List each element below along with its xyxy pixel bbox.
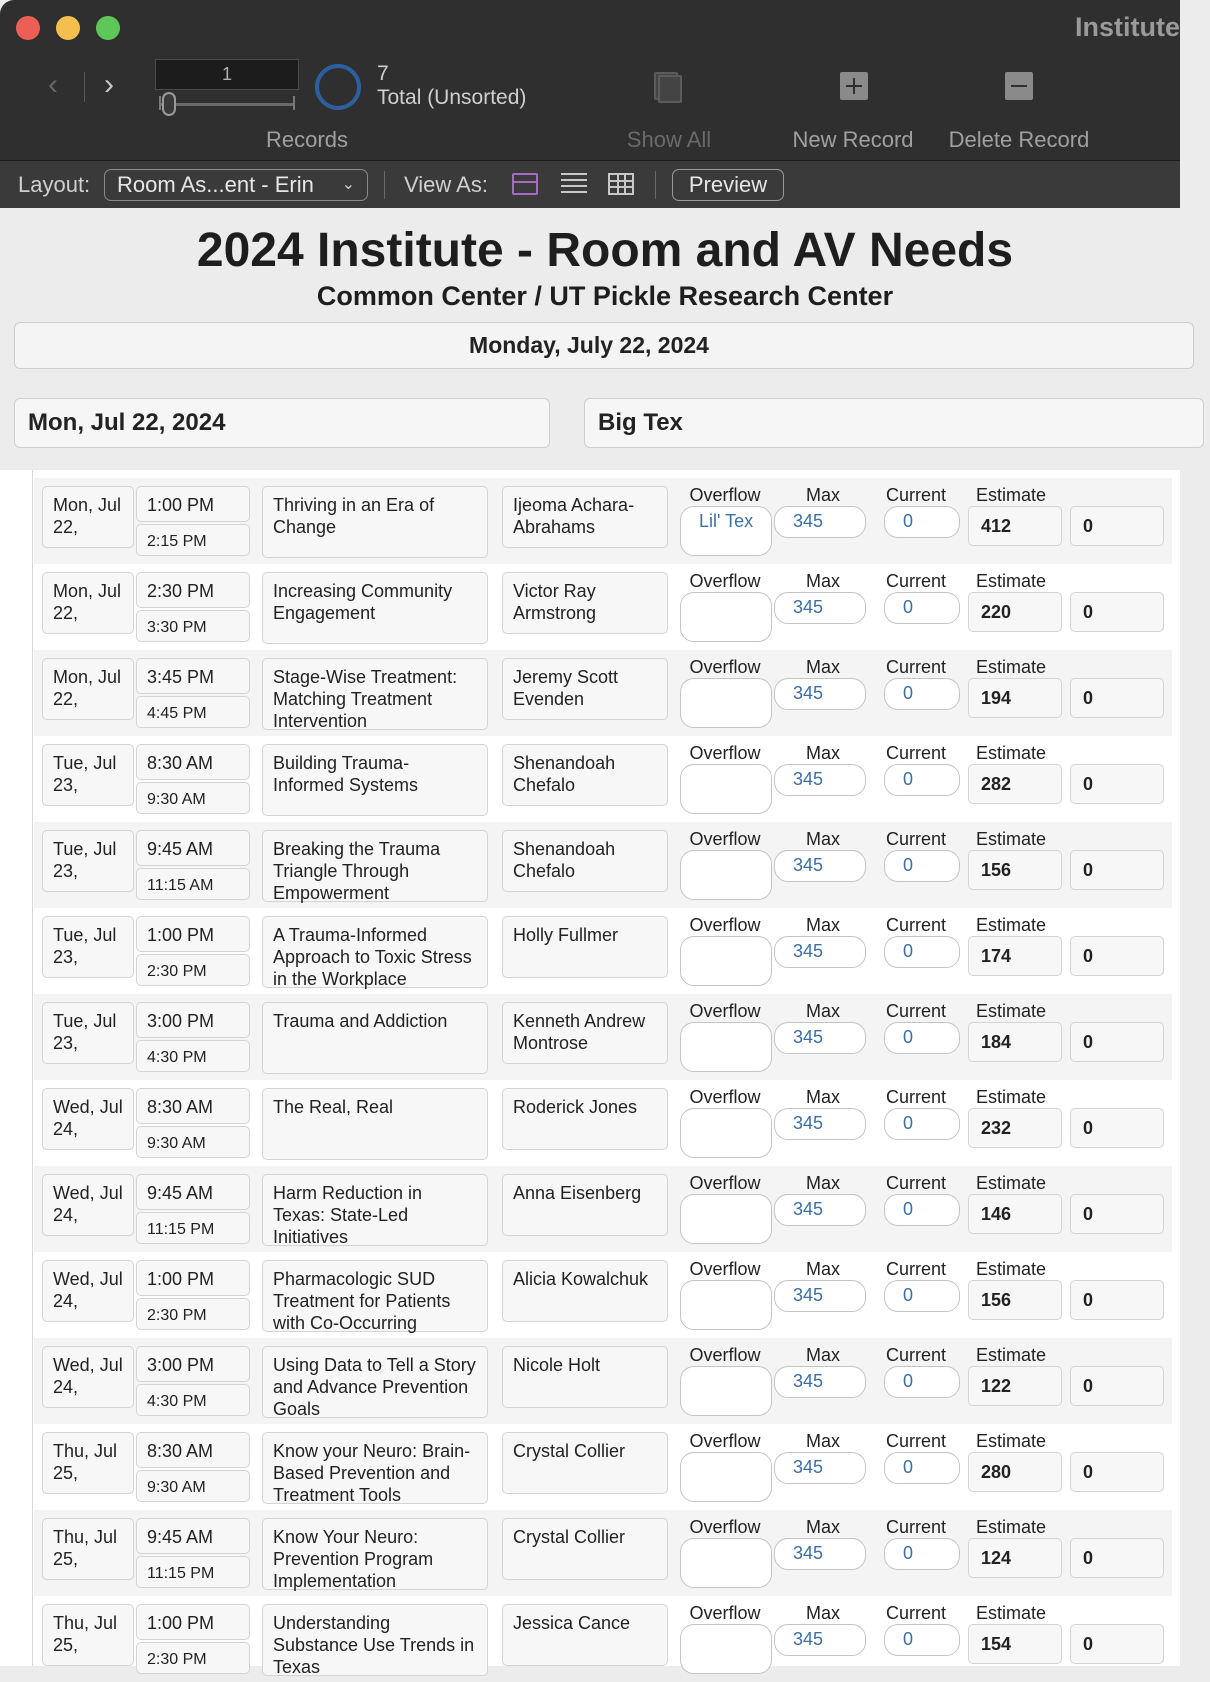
session-date-field[interactable]: Mon, Jul 22, — [42, 486, 134, 548]
estimate-field[interactable]: 124 — [968, 1538, 1062, 1578]
table-row[interactable] — [34, 564, 1172, 650]
session-date-field[interactable]: Wed, Jul 24, — [42, 1260, 134, 1322]
current-label: Current — [885, 1087, 947, 1107]
current-label: Current — [885, 1259, 947, 1279]
overflow-label: Overflow — [689, 1259, 761, 1279]
max-capacity-field[interactable]: 345 — [774, 678, 866, 710]
current-label: Current — [885, 915, 947, 935]
estimate-field[interactable]: 184 — [968, 1022, 1062, 1062]
additional-count-field[interactable]: 0 — [1070, 506, 1164, 546]
current-count-field[interactable]: 0 — [884, 1280, 960, 1312]
toolbar-divider — [384, 171, 385, 199]
session-date-field[interactable]: Wed, Jul 24, — [42, 1346, 134, 1408]
additional-count-field[interactable]: 0 — [1070, 1366, 1164, 1406]
overflow-label: Overflow — [689, 915, 761, 935]
current-count-field[interactable]: 0 — [884, 1022, 960, 1054]
total-status: Total (Unsorted) — [377, 86, 527, 110]
start-time-field[interactable]: 1:00 PM — [136, 486, 250, 522]
current-label: Current — [885, 1001, 947, 1021]
overflow-room-field[interactable] — [680, 592, 772, 642]
additional-count-field[interactable]: 0 — [1070, 1194, 1164, 1234]
max-label: Max — [805, 1087, 840, 1107]
overflow-room-field[interactable] — [680, 1280, 772, 1330]
speaker-field[interactable]: Ijeoma Achara-Abrahams — [502, 486, 668, 548]
next-record-icon[interactable]: › — [104, 68, 114, 101]
additional-count-field[interactable]: 0 — [1070, 1108, 1164, 1148]
current-count-field[interactable]: 0 — [884, 850, 960, 882]
estimate-label: Estimate — [975, 485, 1047, 505]
estimate-label: Estimate — [975, 1345, 1047, 1365]
overflow-label: Overflow — [689, 657, 761, 677]
start-time-field[interactable]: 8:30 AM — [136, 1432, 250, 1468]
minimize-window-button[interactable] — [56, 16, 80, 40]
start-time-field[interactable]: 1:00 PM — [136, 1260, 250, 1296]
session-title-field[interactable]: Using Data to Tell a Story and Advance Prevention Goals — [262, 1346, 488, 1418]
table-row[interactable] — [34, 736, 1172, 822]
session-title-field[interactable]: Pharmacologic SUD Treatment for Patients with Co-Occurring — [262, 1260, 488, 1332]
overflow-label: Overflow — [689, 1603, 761, 1623]
estimate-field[interactable]: 146 — [968, 1194, 1062, 1234]
estimate-field[interactable]: 232 — [968, 1108, 1062, 1148]
report-title: 2024 Institute - Room and AV Needs — [196, 224, 1014, 277]
current-label: Current — [885, 1345, 947, 1365]
nav-divider — [84, 72, 85, 102]
chevron-down-icon: ⌄ — [341, 176, 355, 193]
estimate-label: Estimate — [975, 1603, 1047, 1623]
record-slider-handle[interactable] — [162, 92, 176, 116]
room-header-field[interactable]: Big Tex — [584, 398, 1204, 448]
end-time-field[interactable]: 2:30 PM — [136, 1642, 250, 1674]
window-toolbar — [0, 0, 1180, 160]
estimate-field[interactable]: 156 — [968, 850, 1062, 890]
max-label: Max — [805, 1517, 840, 1537]
speaker-field[interactable]: Victor Ray Armstrong — [502, 572, 668, 634]
record-number-field[interactable]: 1 — [155, 59, 299, 90]
overflow-room-field[interactable] — [680, 1022, 772, 1072]
current-count-field[interactable]: 0 — [884, 1108, 960, 1140]
estimate-field[interactable]: 156 — [968, 1280, 1062, 1320]
day-banner: Monday, July 22, 2024 — [14, 322, 1194, 369]
max-capacity-field[interactable]: 345 — [774, 1022, 866, 1054]
end-time-field[interactable]: 4:30 PM — [136, 1040, 250, 1072]
layout-select-value: Room As...ent - Erin — [117, 172, 314, 197]
start-time-field[interactable]: 3:00 PM — [136, 1002, 250, 1038]
start-time-field[interactable]: 1:00 PM — [136, 1604, 250, 1640]
overflow-room-field[interactable] — [680, 936, 772, 986]
report-content — [0, 208, 1180, 1677]
table-row[interactable] — [34, 1596, 1172, 1682]
speaker-field[interactable]: Shenandoah Chefalo — [502, 830, 668, 892]
end-time-field[interactable]: 2:15 PM — [136, 524, 250, 556]
session-list — [0, 470, 1180, 1677]
end-time-field[interactable]: 11:15 PM — [136, 1212, 250, 1244]
estimate-field[interactable]: 220 — [968, 592, 1062, 632]
session-date-field[interactable]: Tue, Jul 23, — [42, 830, 134, 892]
current-label: Current — [885, 571, 947, 591]
max-label: Max — [805, 1431, 840, 1451]
start-time-field[interactable]: 8:30 AM — [136, 744, 250, 780]
session-date-field[interactable]: Mon, Jul 22, — [42, 572, 134, 634]
speaker-field[interactable]: Crystal Collier — [502, 1432, 668, 1494]
estimate-field[interactable]: 282 — [968, 764, 1062, 804]
max-capacity-field[interactable]: 345 — [774, 936, 866, 968]
session-title-field[interactable]: Know Your Neuro: Prevention Program Implementation — [262, 1518, 488, 1590]
estimate-label: Estimate — [975, 1517, 1047, 1537]
layout-select[interactable] — [104, 169, 368, 201]
additional-count-field[interactable]: 0 — [1070, 1280, 1164, 1320]
overflow-label: Overflow — [689, 1431, 761, 1451]
max-capacity-field[interactable]: 345 — [774, 1538, 866, 1570]
session-title-field[interactable]: Building Trauma-Informed Systems — [262, 744, 488, 816]
estimate-label: Estimate — [975, 1431, 1047, 1451]
slider-tick — [159, 96, 161, 110]
overflow-label: Overflow — [689, 743, 761, 763]
slider-tick — [293, 96, 295, 110]
estimate-field[interactable]: 194 — [968, 678, 1062, 718]
estimate-label: Estimate — [975, 1173, 1047, 1193]
start-time-field[interactable]: 9:45 AM — [136, 1518, 250, 1554]
found-set-pie-icon — [315, 64, 361, 110]
max-label: Max — [805, 1173, 840, 1193]
overflow-room-field[interactable] — [680, 1538, 772, 1588]
max-capacity-field[interactable]: 345 — [774, 1280, 866, 1312]
current-label: Current — [885, 657, 947, 677]
start-time-field[interactable]: 3:45 PM — [136, 658, 250, 694]
session-date-field[interactable]: Wed, Jul 24, — [42, 1088, 134, 1150]
max-label: Max — [805, 1603, 840, 1623]
speaker-field[interactable]: Anna Eisenberg — [502, 1174, 668, 1236]
max-capacity-field[interactable]: 345 — [774, 764, 866, 796]
layout-bar — [0, 160, 1180, 208]
current-count-field[interactable]: 0 — [884, 1366, 960, 1398]
current-label: Current — [885, 1603, 947, 1623]
max-label: Max — [805, 915, 840, 935]
current-label: Current — [885, 829, 947, 849]
list-view-icon[interactable] — [561, 173, 587, 195]
session-title-field[interactable]: Understanding Substance Use Trends in Texas — [262, 1604, 488, 1676]
estimate-label: Estimate — [975, 915, 1047, 935]
table-row[interactable] — [34, 1252, 1172, 1338]
session-title-field[interactable]: Harm Reduction in Texas: State-Led Initiatives — [262, 1174, 488, 1246]
max-label: Max — [805, 743, 840, 763]
view-as-label: View As: — [404, 172, 488, 197]
session-title-field[interactable]: Know your Neuro: Brain-Based Prevention and Treatment Tools — [262, 1432, 488, 1504]
max-label: Max — [805, 1345, 840, 1365]
end-time-field[interactable]: 2:30 PM — [136, 954, 250, 986]
end-time-field[interactable]: 3:30 PM — [136, 610, 250, 642]
window-title: Institute — [1075, 12, 1180, 42]
additional-count-field[interactable]: 0 — [1070, 850, 1164, 890]
end-time-field[interactable]: 4:30 PM — [136, 1384, 250, 1416]
start-time-field[interactable]: 9:45 AM — [136, 1174, 250, 1210]
session-title-field[interactable]: Stage-Wise Treatment: Matching Treatment Intervention — [262, 658, 488, 730]
max-capacity-field[interactable]: 345 — [774, 506, 866, 538]
show-all-icon[interactable] — [654, 72, 682, 100]
overflow-room-field[interactable] — [680, 1624, 772, 1674]
table-row[interactable] — [34, 908, 1172, 994]
overflow-label: Overflow — [689, 571, 761, 591]
session-title-field[interactable]: Increasing Community Engagement — [262, 572, 488, 644]
max-capacity-field[interactable]: 345 — [774, 1194, 866, 1226]
toolbar-divider — [655, 171, 656, 199]
session-title-field[interactable]: Breaking the Trauma Triangle Through Empowerment — [262, 830, 488, 902]
preview-button[interactable]: Preview — [672, 169, 784, 201]
new-record-icon[interactable] — [840, 72, 868, 100]
estimate-label: Estimate — [975, 743, 1047, 763]
table-view-icon[interactable] — [608, 173, 634, 195]
session-title-field[interactable]: Trauma and Addiction — [262, 1002, 488, 1074]
overflow-room-field[interactable] — [680, 764, 772, 814]
end-time-field[interactable]: 11:15 PM — [136, 1556, 250, 1588]
new-record-button[interactable]: New Record — [792, 127, 914, 152]
overflow-room-field[interactable] — [680, 1194, 772, 1244]
overflow-room-field[interactable] — [680, 678, 772, 728]
speaker-field[interactable]: Alicia Kowalchuk — [502, 1260, 668, 1322]
record-count — [377, 62, 526, 110]
current-count-field[interactable]: 0 — [884, 506, 960, 538]
session-title-field[interactable]: Thriving in an Era of Change — [262, 486, 488, 558]
max-capacity-field[interactable]: 345 — [774, 592, 866, 624]
previous-record-icon[interactable]: ‹ — [48, 68, 58, 101]
table-row[interactable] — [34, 1166, 1172, 1252]
estimate-label: Estimate — [975, 1259, 1047, 1279]
additional-count-field[interactable]: 0 — [1070, 592, 1164, 632]
overflow-room-field[interactable] — [680, 1108, 772, 1158]
max-label: Max — [805, 657, 840, 677]
session-date-field[interactable]: Thu, Jul 25, — [42, 1518, 134, 1580]
estimate-field[interactable]: 122 — [968, 1366, 1062, 1406]
current-label: Current — [885, 743, 947, 763]
session-title-field[interactable]: A Trauma-Informed Approach to Toxic Stress in the Workplace — [262, 916, 488, 988]
session-date-field[interactable]: Tue, Jul 23, — [42, 916, 134, 978]
current-label: Current — [885, 1517, 947, 1537]
total-count: 7 — [377, 62, 389, 85]
table-row[interactable] — [34, 478, 1172, 564]
end-time-field[interactable]: 9:30 AM — [136, 1470, 250, 1502]
record-slider-track[interactable] — [159, 103, 295, 106]
speaker-field[interactable]: Roderick Jones — [502, 1088, 668, 1150]
additional-count-field[interactable]: 0 — [1070, 764, 1164, 804]
additional-count-field[interactable]: 0 — [1070, 1624, 1164, 1664]
zoom-window-button[interactable] — [96, 16, 120, 40]
estimate-label: Estimate — [975, 1087, 1047, 1107]
overflow-label: Overflow — [689, 485, 761, 505]
current-count-field[interactable]: 0 — [884, 1452, 960, 1484]
records-label: Records — [266, 127, 348, 152]
session-title-field[interactable]: The Real, Real — [262, 1088, 488, 1160]
estimate-field[interactable]: 174 — [968, 936, 1062, 976]
current-count-field[interactable]: 0 — [884, 1624, 960, 1656]
end-time-field[interactable]: 11:15 AM — [136, 868, 250, 900]
form-view-icon[interactable] — [512, 173, 538, 195]
report-subtitle: Common Center / UT Pickle Research Center — [316, 281, 894, 311]
current-label: Current — [885, 485, 947, 505]
max-label: Max — [805, 1259, 840, 1279]
estimate-field[interactable]: 154 — [968, 1624, 1062, 1664]
end-time-field[interactable]: 9:30 AM — [136, 782, 250, 814]
start-time-field[interactable]: 9:45 AM — [136, 830, 250, 866]
layout-label: Layout: — [18, 172, 91, 197]
current-label: Current — [885, 1431, 947, 1451]
estimate-label: Estimate — [975, 571, 1047, 591]
additional-count-field[interactable]: 0 — [1070, 936, 1164, 976]
start-time-field[interactable]: 1:00 PM — [136, 916, 250, 952]
overflow-label: Overflow — [689, 1087, 761, 1107]
table-row[interactable] — [34, 1510, 1172, 1596]
speaker-field[interactable]: Kenneth Andrew Montrose — [502, 1002, 668, 1064]
max-capacity-field[interactable]: 345 — [774, 1452, 866, 1484]
start-time-field[interactable]: 8:30 AM — [136, 1088, 250, 1124]
estimate-label: Estimate — [975, 829, 1047, 849]
overflow-room-field[interactable] — [680, 1366, 772, 1416]
overflow-label: Overflow — [689, 1517, 761, 1537]
session-date-field[interactable]: Thu, Jul 25, — [42, 1432, 134, 1494]
end-time-field[interactable]: 4:45 PM — [136, 696, 250, 728]
speaker-field[interactable]: Jeremy Scott Evenden — [502, 658, 668, 720]
speaker-field[interactable]: Holly Fullmer — [502, 916, 668, 978]
max-capacity-field[interactable]: 345 — [774, 1624, 866, 1656]
session-date-field[interactable]: Tue, Jul 23, — [42, 1002, 134, 1064]
session-date-field[interactable]: Wed, Jul 24, — [42, 1174, 134, 1236]
current-count-field[interactable]: 0 — [884, 936, 960, 968]
max-capacity-field[interactable]: 345 — [774, 1366, 866, 1398]
end-time-field[interactable]: 2:30 PM — [136, 1298, 250, 1330]
estimate-label: Estimate — [975, 1001, 1047, 1021]
overflow-room-field[interactable]: Lil' Tex — [680, 506, 772, 556]
speaker-field[interactable]: Crystal Collier — [502, 1518, 668, 1580]
overflow-room-field[interactable] — [680, 850, 772, 900]
current-count-field[interactable]: 0 — [884, 678, 960, 710]
additional-count-field[interactable]: 0 — [1070, 1538, 1164, 1578]
end-time-field[interactable]: 9:30 AM — [136, 1126, 250, 1158]
session-date-field[interactable]: Mon, Jul 22, — [42, 658, 134, 720]
table-row[interactable] — [34, 1338, 1172, 1424]
max-label: Max — [805, 571, 840, 591]
estimate-label: Estimate — [975, 657, 1047, 677]
session-date-field[interactable]: Tue, Jul 23, — [42, 744, 134, 806]
date-header-field[interactable]: Mon, Jul 22, 2024 — [14, 398, 550, 448]
table-row[interactable] — [34, 1080, 1172, 1166]
overflow-label: Overflow — [689, 829, 761, 849]
max-capacity-field[interactable]: 345 — [774, 1108, 866, 1140]
max-label: Max — [805, 829, 840, 849]
table-row[interactable] — [34, 1424, 1172, 1510]
close-window-button[interactable] — [16, 16, 40, 40]
speaker-field[interactable]: Jessica Cance — [502, 1604, 668, 1666]
current-count-field[interactable]: 0 — [884, 764, 960, 796]
max-label: Max — [805, 485, 840, 505]
table-row[interactable] — [34, 994, 1172, 1080]
speaker-field[interactable]: Nicole Holt — [502, 1346, 668, 1408]
overflow-label: Overflow — [689, 1001, 761, 1021]
max-label: Max — [805, 1001, 840, 1021]
session-date-field[interactable]: Thu, Jul 25, — [42, 1604, 134, 1666]
overflow-label: Overflow — [689, 1345, 761, 1365]
start-time-field[interactable]: 2:30 PM — [136, 572, 250, 608]
overflow-room-field[interactable] — [680, 1452, 772, 1502]
current-count-field[interactable]: 0 — [884, 1538, 960, 1570]
delete-record-icon[interactable] — [1005, 72, 1033, 100]
estimate-field[interactable]: 412 — [968, 506, 1062, 546]
current-count-field[interactable]: 0 — [884, 1194, 960, 1226]
estimate-field[interactable]: 280 — [968, 1452, 1062, 1492]
table-row[interactable] — [34, 650, 1172, 736]
overflow-label: Overflow — [689, 1173, 761, 1193]
additional-count-field[interactable]: 0 — [1070, 678, 1164, 718]
current-label: Current — [885, 1173, 947, 1193]
current-count-field[interactable]: 0 — [884, 592, 960, 624]
table-row[interactable] — [34, 822, 1172, 908]
start-time-field[interactable]: 3:00 PM — [136, 1346, 250, 1382]
additional-count-field[interactable]: 0 — [1070, 1022, 1164, 1062]
additional-count-field[interactable]: 0 — [1070, 1452, 1164, 1492]
speaker-field[interactable]: Shenandoah Chefalo — [502, 744, 668, 806]
max-capacity-field[interactable]: 345 — [774, 850, 866, 882]
show-all-button[interactable]: Show All — [626, 127, 712, 152]
delete-record-button[interactable]: Delete Record — [948, 127, 1090, 152]
